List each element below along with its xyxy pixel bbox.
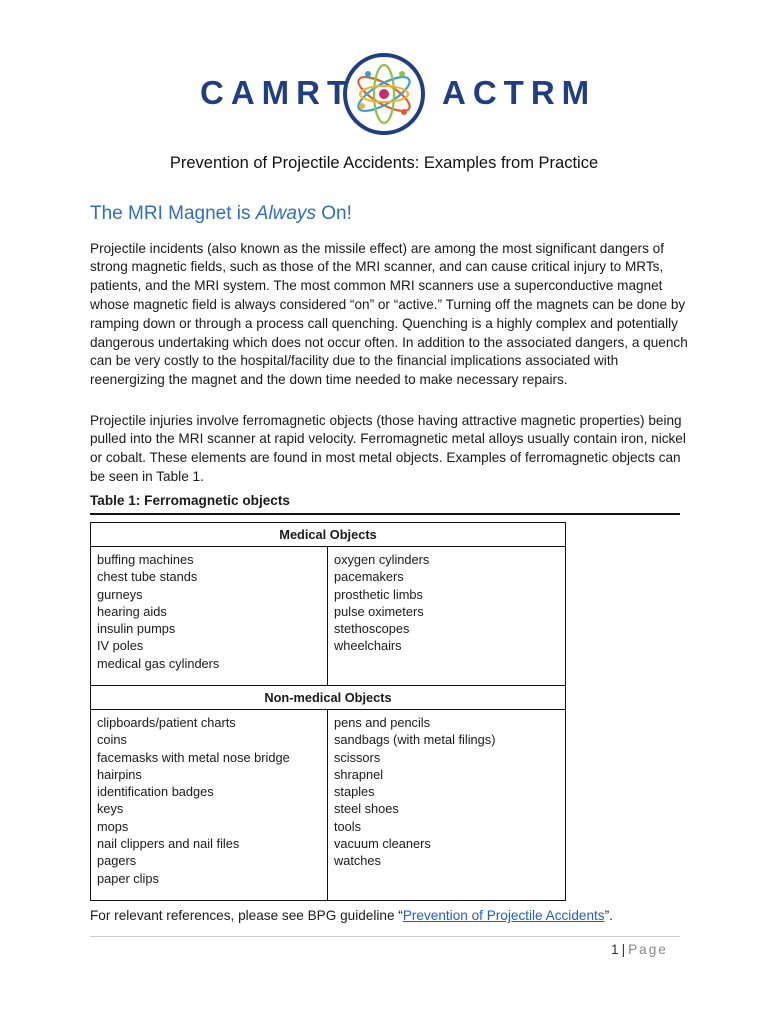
page-label: Page [628,942,668,957]
ferromagnetic-objects-table [90,522,566,901]
list-item: prosthetic limbs [334,586,423,602]
list-item: identification badges [97,784,214,800]
list-item: pagers [97,853,137,869]
list-item: gurneys [97,586,143,602]
list-item: hairpins [97,766,142,782]
list-item: pulse oximeters [334,603,424,619]
list-item: stethoscopes [334,621,410,637]
list-item: mops [97,818,129,834]
bpg-guideline-link[interactable]: Prevention of Projectile Accidents [402,908,605,923]
paragraph-missile-effect: Projectile incidents (also known as the missile effect) are among the most significant dangers of strong magnetic fields, such as those of the MRI scanner, and can cause critical injury to MRTs, patients, and the MRI system. The most common MRI scanners use a superconductive magnet whose magnetic field is always considered “on” or “active.” Turning off the magnets can be done by ramping down or through a process call quenching. Quenching is a highly complex and potentially dangerous undertaking which does not occur often. In addition to the associated dangers, a quench can be very costly to the hospital/facility due to the financial implications associated with reenergizing the magnet and the down time needed to make necessary repairs. [90,240,688,388]
list-item: tools [334,818,362,834]
caption-divider [90,513,680,515]
footer-divider [90,936,680,937]
list-item: steel shoes [334,801,399,817]
list-item: coins [97,732,127,748]
page-number: 1 [611,942,619,957]
logo-text-camrt: CAMRT [200,74,355,111]
non-medical-objects-header: Non-medical Objects [91,686,566,710]
list-item: buffing machines [97,552,194,567]
medical-objects-left-cell [91,547,328,686]
list-item: insulin pumps [97,621,176,637]
references-suffix: ”. [604,908,613,923]
page-footer [611,942,668,957]
logo-text-actrm: ACTRM [442,74,597,111]
non-medical-objects-right-cell [328,710,566,901]
heading-text-emphasis: Always [255,203,316,224]
list-item: hearing aids [97,603,167,619]
list-item: IV poles [97,638,144,654]
list-item: sandbags (with metal filings) [334,732,496,748]
paragraph-projectile-injuries: Projectile injuries involve ferromagnetic objects (those having attractive magnetic properties) being pulled into the MRI scanner at rapid velocity. Ferromagnetic metal alloys usually contain iron, nickel or cobalt. These elements are found in most metal objects. Examples of ferromagnetic objects can be seen in Table 1. [90,412,686,484]
references-prefix: For relevant references, please see BPG guideline “ [90,908,403,923]
atom-logo-icon [342,52,426,136]
list-item: watches [334,853,381,869]
list-item: medical gas cylinders [97,655,220,671]
table-caption: Table 1: Ferromagnetic objects [90,493,290,508]
heading-text-start: The MRI Magnet is [90,203,256,224]
list-item: oxygen cylinders [334,552,430,567]
list-item: scissors [334,749,381,765]
list-item: facemasks with metal nose bridge [97,749,290,765]
page-separator: | [621,942,626,957]
heading-text-end: On! [315,203,352,224]
header-logo [0,52,768,134]
medical-objects-header: Medical Objects [91,523,566,547]
list-item: vacuum cleaners [334,836,431,852]
list-item: keys [97,801,124,817]
list-item: nail clippers and nail files [97,836,240,852]
list-item: wheelchairs [334,638,402,654]
list-item: staples [334,784,375,800]
references-line [90,908,613,923]
document-title: Prevention of Projectile Accidents: Examples from Practice [169,154,599,172]
section-heading [90,203,352,225]
list-item: chest tube stands [97,569,198,585]
list-item: clipboards/patient charts [97,715,236,730]
list-item: shrapnel [334,766,384,782]
list-item: pens and pencils [334,715,431,730]
list-item: pacemakers [334,569,404,585]
non-medical-objects-left-cell [91,710,328,901]
medical-objects-right-cell [328,547,566,686]
list-item: paper clips [97,870,159,886]
